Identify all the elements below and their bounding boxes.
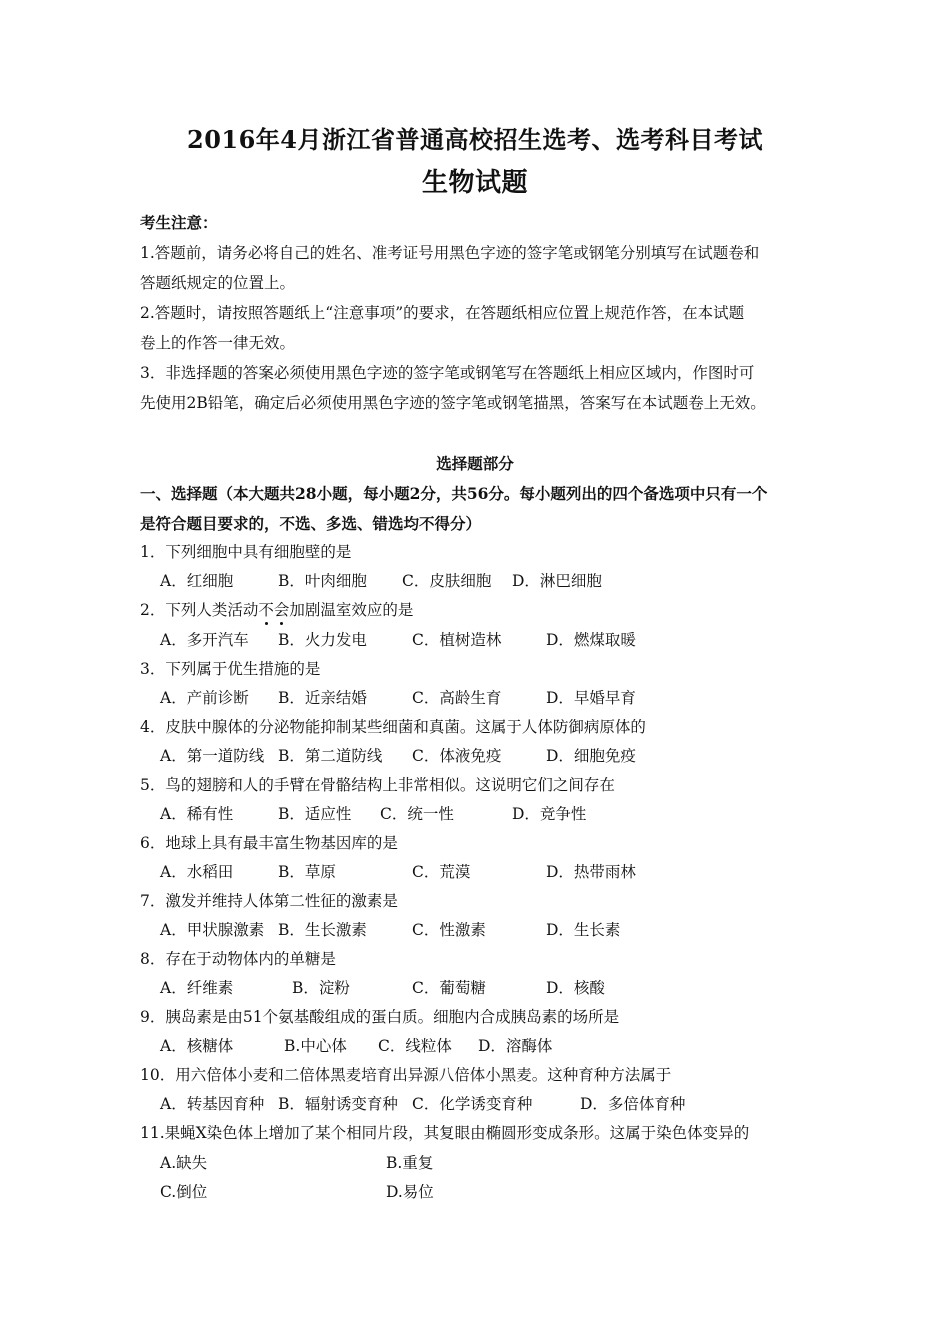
question-option: A.缺失	[160, 1154, 208, 1172]
question-option: D．淋巴细胞	[512, 572, 602, 590]
question-option: C．植树造林	[412, 631, 502, 649]
emphasis-char: 不	[258, 601, 274, 619]
question-option: D．竞争性	[512, 805, 587, 823]
notice-line: 卷上的作答一律无效。	[140, 334, 296, 352]
question-option: A．转基因育种	[160, 1095, 265, 1113]
section-instruction: 是符合题目要求的，不选、多选、错选均不得分）	[140, 514, 482, 533]
question-option: C．高龄生育	[412, 689, 502, 707]
question-option: B.中心体	[284, 1037, 347, 1055]
question-option: B．第二道防线	[278, 747, 383, 765]
question-option: D．多倍体育种	[580, 1095, 686, 1113]
question-option: D．燃煤取暖	[546, 631, 636, 649]
question-option: A．产前诊断	[160, 689, 249, 707]
section-instruction: 一、选择题（本大题共28小题，每小题2分，共56分。每小题列出的四个备选项中只有一个	[140, 484, 768, 503]
question-option: D．核酸	[546, 979, 605, 997]
question-stem: 5．鸟的翅膀和人的手臂在骨骼结构上非常相似。这说明它们之间存在	[140, 776, 615, 794]
question-stem: 9．胰岛素是由51个氨基酸组成的蛋白质。细胞内合成胰岛素的场所是	[140, 1008, 620, 1026]
emphasis-char: 会	[273, 601, 290, 619]
question-stem: 10．用六倍体小麦和二倍体黑麦培育出异源八倍体小黑麦。这种育种方法属于	[140, 1066, 672, 1084]
question-option: C．体液免疫	[412, 747, 502, 765]
exam-title: 2016年4月浙江省普通高校招生选考、选考科目考试	[187, 125, 763, 154]
question-option: D．热带雨林	[546, 863, 636, 881]
question-stem: 3．下列属于优生措施的是	[140, 660, 321, 678]
question-stem: 6．地球上具有最丰富生物基因库的是	[140, 834, 398, 852]
notice-line: 答题纸规定的位置上。	[140, 274, 296, 292]
stem-part: 2．下列人类活动	[140, 601, 259, 619]
question-option: C．统一性	[380, 805, 454, 823]
notice-line: 2.答题时，请按照答题纸上“注意事项”的要求，在答题纸相应位置上规范作答，在本试题	[140, 304, 745, 322]
question-option: A．纤维素	[160, 979, 234, 997]
question-option: B．叶肉细胞	[278, 572, 367, 590]
question-stem: 1．下列细胞中具有细胞壁的是	[140, 543, 352, 561]
question-option: C．皮肤细胞	[402, 572, 492, 590]
question-option: C．性激素	[412, 921, 486, 939]
stem-part: 加剧温室效应的是	[289, 601, 414, 619]
question-option: D.易位	[386, 1183, 434, 1201]
question-option: C．化学诱变育种	[412, 1095, 533, 1113]
question-option: D．细胞免疫	[546, 747, 636, 765]
question-stem: 7．激发并维持人体第二性征的激素是	[140, 892, 398, 910]
question-option: C．葡萄糖	[412, 979, 486, 997]
question-option: B．草原	[278, 863, 336, 881]
question-option: B.重复	[386, 1154, 434, 1172]
question-option: D．溶酶体	[478, 1037, 553, 1055]
question-option: A．红细胞	[160, 572, 234, 590]
question-stem	[140, 600, 413, 620]
notice-line: 先使用2B铅笔，确定后必须使用黑色字迹的签字笔或钢笔描黑，答案写在本试题卷上无效。	[140, 394, 766, 412]
question-option: D．早婚早育	[546, 689, 636, 707]
question-option: A．稀有性	[160, 805, 234, 823]
question-option: B．淀粉	[292, 979, 350, 997]
question-option: D．生长素	[546, 921, 621, 939]
question-option: B．适应性	[278, 805, 352, 823]
question-option: C．线粒体	[378, 1037, 452, 1055]
question-option: A．第一道防线	[160, 747, 265, 765]
question-option: B．火力发电	[278, 631, 367, 649]
question-option: A．水稻田	[160, 863, 234, 881]
exam-subtitle: 生物试题	[421, 168, 528, 198]
section-title: 选择题部分	[436, 454, 514, 473]
question-stem: 8．存在于动物体内的单糖是	[140, 950, 336, 968]
question-option: A．甲状腺激素	[160, 921, 265, 939]
notice-heading: 考生注意：	[140, 213, 218, 232]
question-option: C.倒位	[160, 1183, 208, 1201]
question-option: B．生长激素	[278, 921, 367, 939]
question-option: C．荒漠	[412, 863, 471, 881]
notice-line: 3．非选择题的答案必须使用黑色字迹的签字笔或钢笔写在答题纸上相应区域内，作图时可	[140, 364, 755, 382]
question-option: B．辐射诱变育种	[278, 1095, 398, 1113]
question-stem: 4．皮肤中腺体的分泌物能抑制某些细菌和真菌。这属于人体防御病原体的	[140, 718, 646, 736]
question-option: B．近亲结婚	[278, 689, 367, 707]
question-option: A．多开汽车	[160, 631, 249, 649]
notice-line: 1.答题前，请务必将自己的姓名、准考证号用黑色字迹的签字笔或钢笔分别填写在试题卷和	[140, 244, 760, 262]
question-stem: 11.果蝇X染色体上增加了某个相同片段，其复眼由椭圆形变成条形。这属于染色体变异的	[140, 1124, 750, 1142]
question-option: A．核糖体	[160, 1037, 234, 1055]
